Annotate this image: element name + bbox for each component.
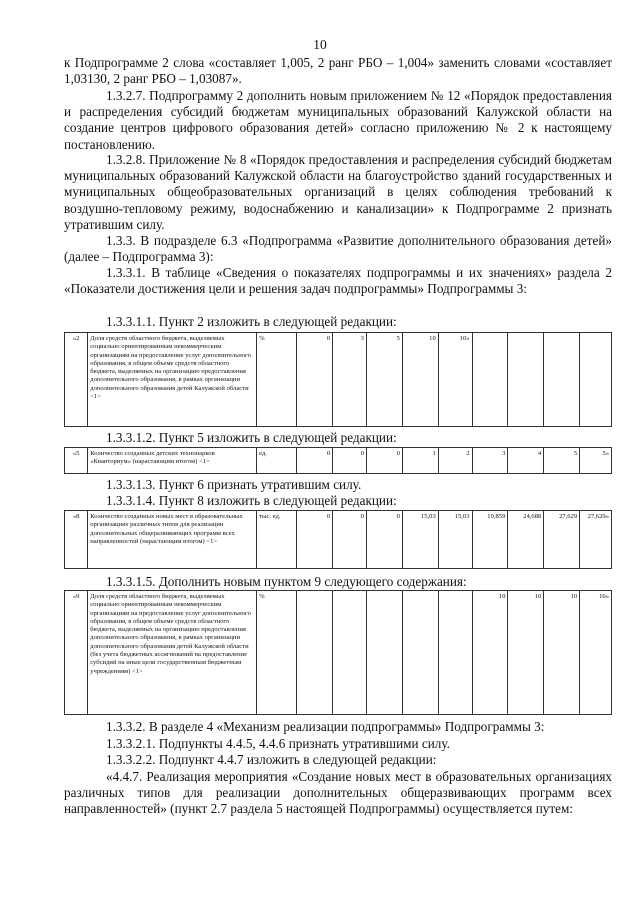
- row-code: «8: [65, 511, 88, 569]
- value-cell: 0: [333, 511, 367, 569]
- value-cell: 3: [472, 448, 508, 474]
- table-item-9: [64, 590, 612, 715]
- heading-1-3-3-1-5: 1.3.3.1.5. Дополнить новым пунктом 9 следующего содержания:: [106, 574, 467, 589]
- value-cell: 0: [366, 448, 402, 474]
- heading-1-3-3-1-4: 1.3.3.1.4. Пункт 8 изложить в следующей редакции:: [106, 493, 397, 508]
- value-cell: [508, 333, 544, 427]
- paragraph-4-4-7: «4.4.7. Реализация мероприятия «Создание новых мест в образовательных организациях различных типов для реализации дополнительных общеразвивающих программ всех направленностей» (пункт 2.7 раздела 5 настоящей Подпрограммы) осуществляется путем:: [64, 769, 612, 817]
- value-cell: 10: [508, 591, 544, 715]
- value-cell: 5»: [580, 448, 612, 474]
- paragraph-1-3-3-1: 1.3.3.1. В таблице «Сведения о показателях подпрограммы и их значениях» раздела 2 «Показатели достижения цели и решения задач подпрограммы» Подпрограммы 3:: [64, 265, 612, 297]
- value-cell: 5: [366, 333, 402, 427]
- row-unit: %: [257, 333, 297, 427]
- value-cell: 4: [508, 448, 544, 474]
- table-row: [65, 511, 612, 569]
- row-code: «2: [65, 333, 88, 427]
- value-cell: [333, 591, 367, 715]
- row-description: Количество созданных новых мест в образовательных организациях различных типов для реализации дополнительных общеразвивающих программ всех направленностей (нарастающим итогом) <1>: [88, 511, 257, 569]
- value-cell: 10»: [438, 333, 472, 427]
- value-cell: 0: [297, 448, 333, 474]
- value-cell: 0: [333, 448, 367, 474]
- heading-1-3-3-2-1: 1.3.3.2.1. Подпункты 4.4.5, 4.4.6 признать утратившими силу.: [106, 736, 450, 751]
- table-row: [65, 448, 612, 474]
- value-cell: 19,859: [472, 511, 508, 569]
- value-cell: 0: [366, 511, 402, 569]
- paragraph-1-3-3-2: 1.3.3.2. В разделе 4 «Механизм реализации подпрограммы» Подпрограммы 3:: [106, 719, 545, 734]
- value-cell: 0: [297, 511, 333, 569]
- value-cell: [402, 591, 438, 715]
- value-cell: [580, 333, 612, 427]
- value-cell: 10: [472, 591, 508, 715]
- row-code: «5: [65, 448, 88, 474]
- heading-1-3-3-1-3: 1.3.3.1.3. Пункт 6 признать утратившим силу.: [106, 477, 362, 492]
- paragraph-1-3-2-8: 1.3.2.8. Приложение № 8 «Порядок предоставления и распределения субсидий бюджетам муниципальных образований Калужской области на благоустройство зданий государственных и муниципальных общеобразовательных организаций в целях соблюдения требований к воздушно-тепловому режиму, водоснабжению и канализации» к Подпрограмме 2 признать утратившим силу.: [64, 152, 612, 232]
- value-cell: [472, 333, 508, 427]
- value-cell: 10»: [580, 591, 612, 715]
- value-cell: 0: [297, 333, 333, 427]
- value-cell: 10: [402, 333, 438, 427]
- row-description: Количество созданных детских технопарков «Кванториум» (нарастающим итогом) <1>: [88, 448, 257, 474]
- value-cell: 24,688: [508, 511, 544, 569]
- row-description: Доля средств областного бюджета, выделяемых социально ориентированным некоммерческим организациям на предоставление услуг дополнительного образования, в общем объеме средств областного бюджета, выделяемых на организацию предоставления дополнительного образования, в рамках организации дополнительного образования детей Калужской области <1>: [88, 333, 257, 427]
- heading-1-3-3-1-1: 1.3.3.1.1. Пункт 2 изложить в следующей редакции:: [106, 314, 397, 329]
- value-cell: 15,03: [402, 511, 438, 569]
- value-cell: [297, 591, 333, 715]
- row-unit: ед.: [257, 448, 297, 474]
- value-cell: 10: [544, 591, 580, 715]
- table-item-5: [64, 447, 612, 474]
- row-code: «9: [65, 591, 88, 715]
- paragraph-1-3-3: 1.3.3. В подразделе 6.3 «Подпрограмма «Развитие дополнительного образования детей» (далее – Подпрограмма 3):: [64, 233, 612, 265]
- value-cell: [366, 591, 402, 715]
- table-item-8: [64, 510, 612, 569]
- value-cell: 27,629: [544, 511, 580, 569]
- heading-1-3-3-2-2: 1.3.3.2.2. Подпункт 4.4.7 изложить в следующей редакции:: [106, 752, 437, 767]
- value-cell: 1: [402, 448, 438, 474]
- value-cell: 3: [333, 333, 367, 427]
- page-number: 10: [313, 37, 327, 52]
- table-row: [65, 591, 612, 715]
- heading-1-3-3-1-2: 1.3.3.1.2. Пункт 5 изложить в следующей редакции:: [106, 430, 397, 445]
- row-description: Доля средств областного бюджета, выделяемых социально ориентированным некоммерческим организациям на предоставление услуг дополнительного образования, в общем объеме средств областного бюджета, выделяемых на организацию предоставления дополнительного образования, в рамках организации дополнительного образования детей Калужской области (без учета бюджетных ассигнований на предоставление субсидий на иные цели государственным бюджетным учреждениям) <1>: [88, 591, 257, 715]
- value-cell: 2: [438, 448, 472, 474]
- paragraph-intro: к Подпрограмме 2 слова «составляет 1,005, 2 ранг РБО – 1,004» заменить словами «составляет 1,03130, 2 ранг РБО – 1,03087».: [64, 55, 612, 87]
- value-cell: 5: [544, 448, 580, 474]
- value-cell: [438, 591, 472, 715]
- table-row: [65, 333, 612, 427]
- row-unit: тыс. ед.: [257, 511, 297, 569]
- value-cell: 15,03: [438, 511, 472, 569]
- value-cell: 27,629»: [580, 511, 612, 569]
- paragraph-1-3-2-7: 1.3.2.7. Подпрограмму 2 дополнить новым приложением № 12 «Порядок предоставления и распределения субсидий бюджетам муниципальных образований Калужской области на создание центров цифрового образования детей» согласно приложению № 2 к настоящему постановлению.: [64, 88, 612, 152]
- value-cell: [544, 333, 580, 427]
- table-item-2: [64, 332, 612, 427]
- row-unit: %: [257, 591, 297, 715]
